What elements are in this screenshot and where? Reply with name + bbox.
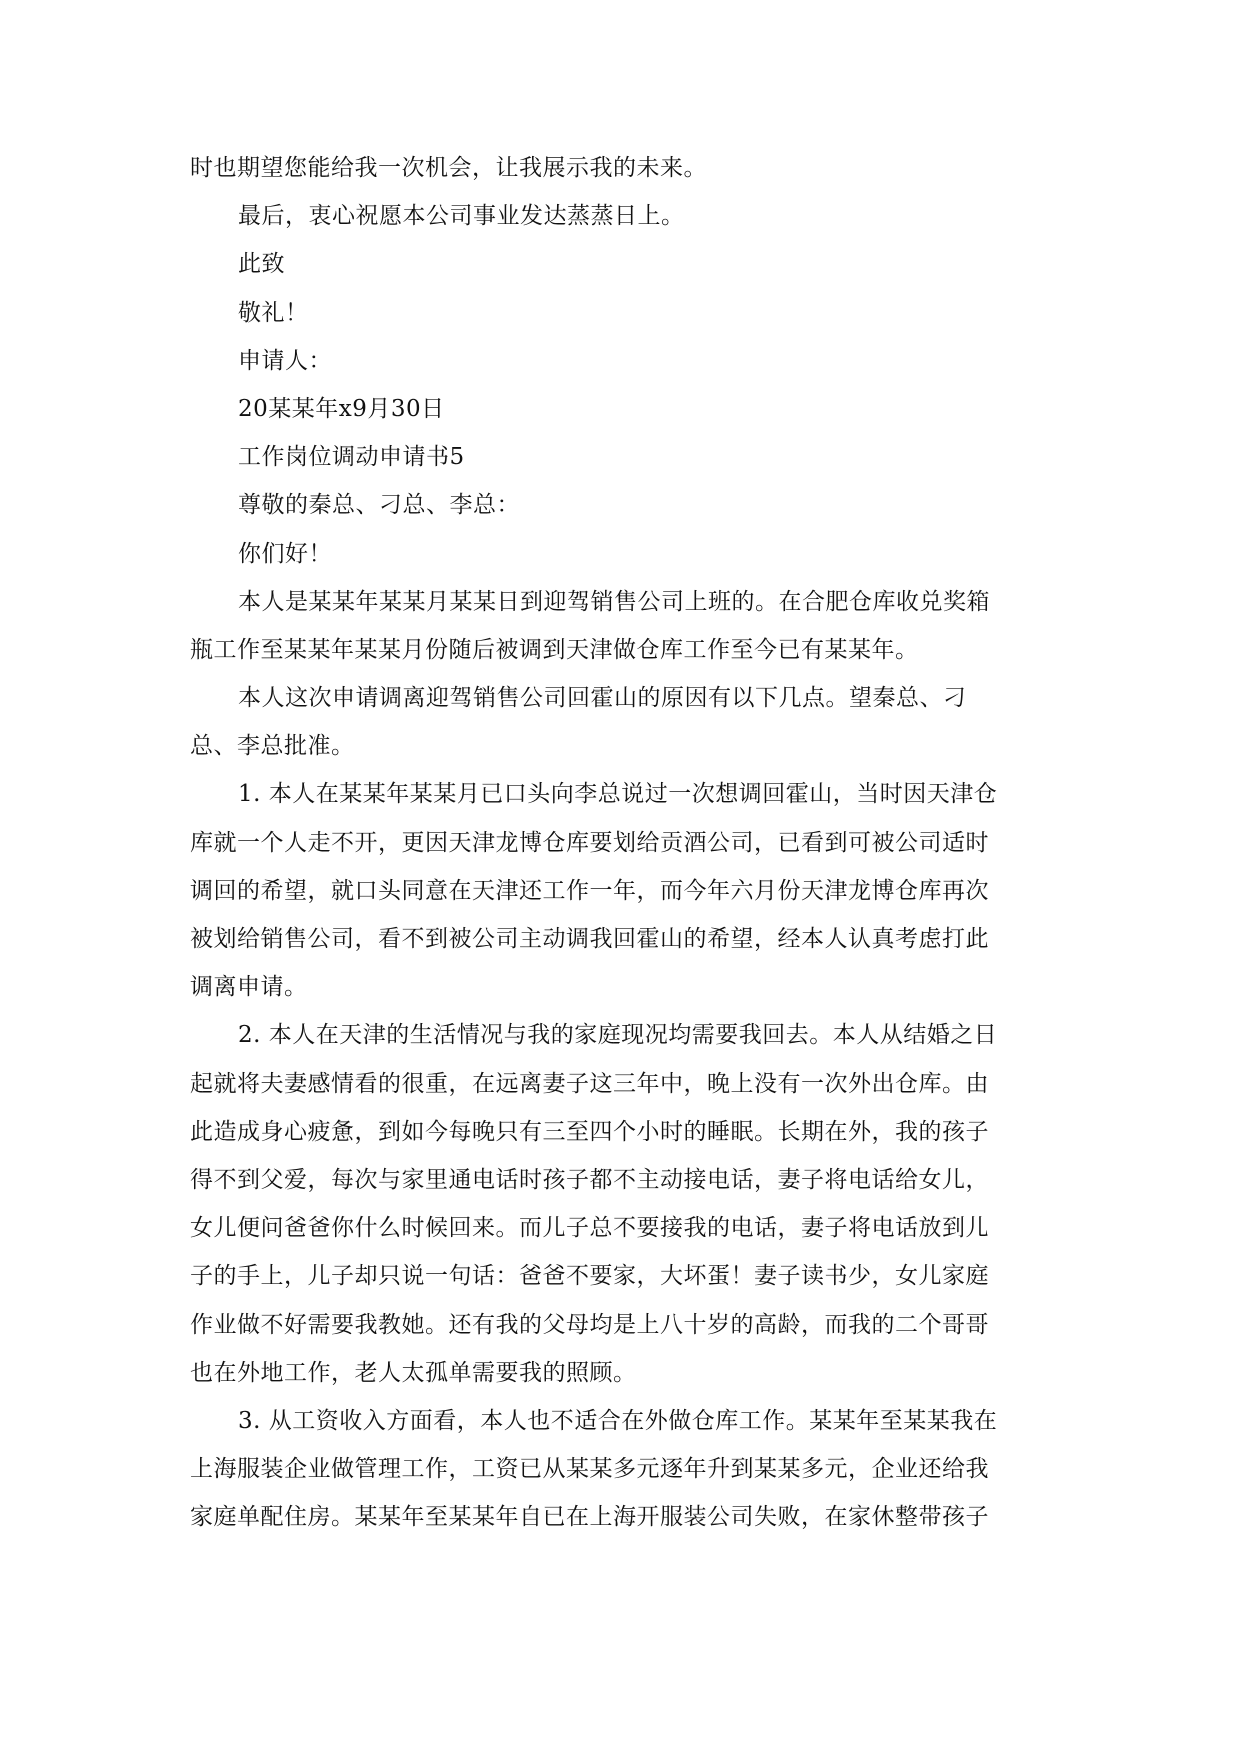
paragraph-line: 作业做不好需要我教她。还有我的父母均是上八十岁的高龄，而我的二个哥哥 [190, 1311, 989, 1338]
paragraph-line: 3. 从工资收入方面看，本人也不适合在外做仓库工作。某某年至某某我在 [238, 1407, 998, 1434]
paragraph-line: 本人是某某年某某月某某日到迎驾销售公司上班的。在合肥仓库收兑奖箱 [238, 588, 990, 615]
closing-salutation: 此致 [238, 251, 285, 278]
section-title: 工作岗位调动申请书5 [238, 444, 465, 471]
paragraph-line: 库就一个人走不开，更因天津龙博仓库要划给贡酒公司，已看到可被公司适时 [190, 829, 989, 856]
paragraph-line: 上海服装企业做管理工作，工资已从某某多元逐年升到某某多元，企业还给我 [190, 1456, 989, 1483]
applicant-label: 申请人： [238, 347, 332, 374]
paragraph-line: 总、李总批准。 [190, 733, 355, 760]
paragraph-line: 此造成身心疲惫，到如今每晚只有三至四个小时的睡眠。长期在外，我的孩子 [190, 1118, 989, 1145]
document-body [190, 152, 1046, 1549]
paragraph-line: 得不到父爱，每次与家里通电话时孩子都不主动接电话，妻子将电话给女儿， [190, 1166, 989, 1193]
paragraph-line: 起就将夫妻感情看的很重，在远离妻子这三年中，晚上没有一次外出仓库。由 [190, 1070, 989, 1097]
paragraph-line: 1. 本人在某某年某某月已口头向李总说过一次想调回霍山，当时因天津仓 [238, 781, 998, 808]
text-line: 最后，衷心祝愿本公司事业发达蒸蒸日上。 [238, 203, 685, 230]
closing-salutation: 敬礼！ [238, 299, 309, 326]
paragraph-line: 家庭单配住房。某某年至某某年自已在上海开服装公司失败，在家休整带孩子 [190, 1504, 989, 1531]
paragraph-line: 调离申请。 [190, 974, 308, 1001]
paragraph-line: 本人这次申请调离迎驾销售公司回霍山的原因有以下几点。望秦总、刁 [238, 685, 967, 712]
paragraph-line: 女儿便问爸爸你什么时候回来。而儿子总不要接我的电话，妻子将电话放到儿 [190, 1215, 989, 1242]
paragraph-line: 子的手上，儿子却只说一句话：爸爸不要家，大坏蛋！妻子读书少，女儿家庭 [190, 1263, 989, 1290]
paragraph-line: 瓶工作至某某年某某月份随后被调到天津做仓库工作至今已有某某年。 [190, 636, 919, 663]
paragraph-line: 调回的希望，就口头同意在天津还工作一年，而今年六月份天津龙博仓库再次 [190, 877, 989, 904]
text-line: 时也期望您能给我一次机会，让我展示我的未来。 [190, 155, 707, 181]
paragraph-line: 被划给销售公司，看不到被公司主动调我回霍山的希望，经本人认真考虑打此 [190, 926, 989, 952]
date-line: 20某某年x9月30日 [238, 395, 445, 422]
paragraph-line: 也在外地工作，老人太孤单需要我的照顾。 [190, 1359, 637, 1386]
greeting: 尊敬的秦总、刁总、李总： [238, 492, 520, 519]
paragraph-line: 2. 本人在天津的生活情况与我的家庭现况均需要我回去。本人从结婚之日 [238, 1022, 998, 1049]
greeting: 你们好！ [238, 540, 332, 567]
